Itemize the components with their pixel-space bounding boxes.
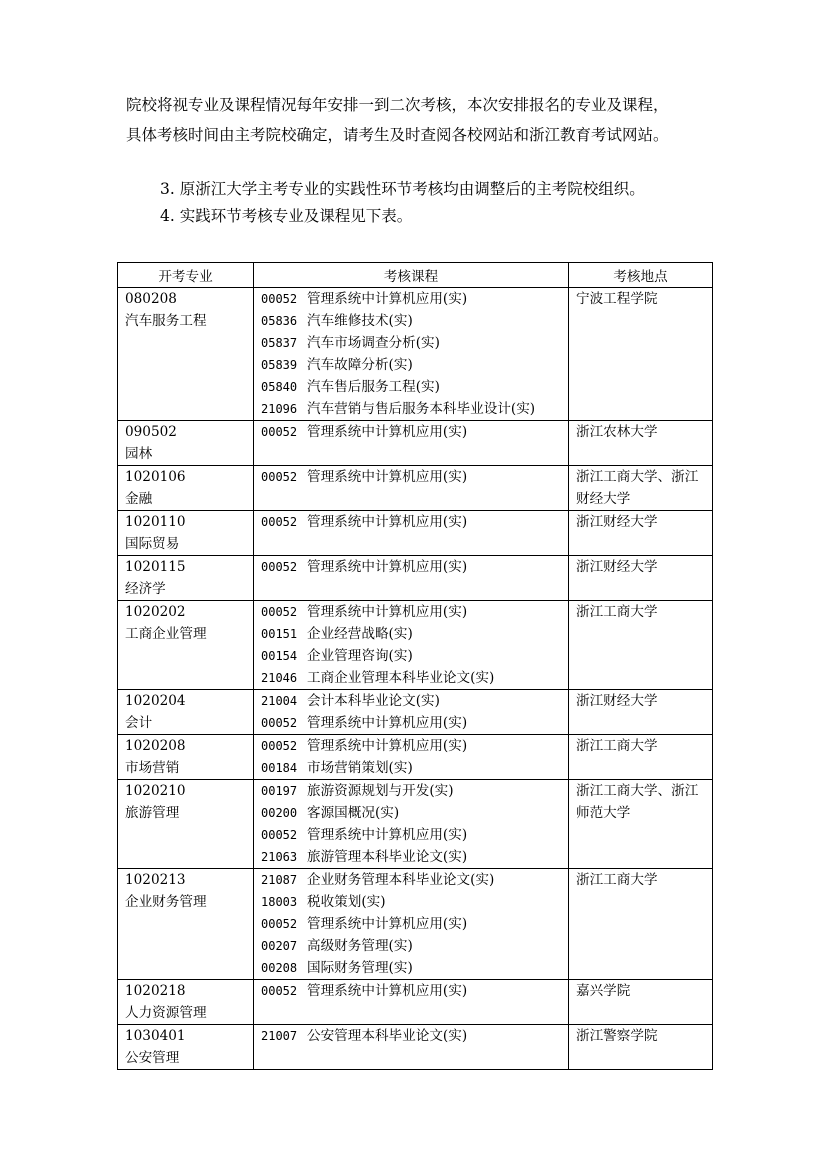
location-cell — [569, 511, 713, 556]
course-line — [261, 1025, 562, 1047]
location-text: 浙江工商大学 — [576, 738, 658, 754]
location-cell — [569, 421, 713, 466]
course-name: 市场营销策划(实) — [307, 760, 413, 776]
course-name: 企业管理咨询(实) — [307, 648, 413, 664]
course-code: 00052 — [261, 292, 298, 306]
major-name: 汽车服务工程 — [125, 313, 207, 329]
location-cell — [569, 735, 713, 780]
course-line — [261, 869, 562, 891]
course-code: 00154 — [261, 649, 298, 663]
major-name: 旅游管理 — [125, 805, 180, 821]
course-code: 05837 — [261, 336, 298, 350]
course-name: 管理系统中计算机应用(实) — [307, 291, 468, 307]
location-text: 浙江农林大学 — [576, 424, 658, 440]
course-cell — [254, 780, 569, 869]
course-code: 00197 — [261, 784, 298, 798]
major-cell — [118, 511, 254, 556]
course-line — [261, 913, 562, 935]
list-item-4: 4. 实践环节考核专业及课程见下表。 — [160, 207, 413, 225]
course-name: 汽车售后服务工程(实) — [307, 379, 440, 395]
course-code: 00200 — [261, 806, 298, 820]
major-cell — [118, 288, 254, 421]
course-cell — [254, 511, 569, 556]
location-cell — [569, 690, 713, 735]
table-row — [118, 869, 713, 980]
location-cell — [569, 780, 713, 869]
location-text: 宁波工程学院 — [576, 291, 658, 307]
course-name: 会计本科毕业论文(实) — [307, 693, 440, 709]
major-cell — [118, 601, 254, 690]
course-code: 21063 — [261, 850, 298, 864]
major-cell — [118, 421, 254, 466]
major-cell — [118, 556, 254, 601]
list-item-3: 3. 原浙江大学主考专业的实践性环节考核均由调整后的主考院校组织。 — [160, 180, 645, 198]
header-course: 考核课程 — [254, 263, 569, 288]
course-line — [261, 288, 562, 310]
location-text: 浙江工商大学 — [576, 872, 658, 888]
course-name: 企业财务管理本科毕业论文(实) — [307, 872, 495, 888]
course-cell — [254, 690, 569, 735]
course-line — [261, 376, 562, 398]
table-row — [118, 511, 713, 556]
course-code: 18003 — [261, 895, 298, 909]
course-code: 00052 — [261, 716, 298, 730]
location-cell — [569, 601, 713, 690]
location-text: 浙江财经大学 — [576, 693, 658, 709]
course-line — [261, 980, 562, 1002]
major-code: 1020204 — [125, 693, 186, 709]
table-row — [118, 556, 713, 601]
major-name: 市场营销 — [125, 760, 180, 776]
exam-table — [117, 262, 713, 1070]
major-cell — [118, 780, 254, 869]
course-code: 00184 — [261, 761, 298, 775]
course-name: 管理系统中计算机应用(实) — [307, 983, 468, 999]
location-text: 浙江财经大学 — [576, 559, 658, 575]
major-cell — [118, 869, 254, 980]
course-line — [261, 601, 562, 623]
location-text: 浙江工商大学、浙江师范大学 — [576, 783, 699, 821]
major-name: 公安管理 — [125, 1050, 180, 1066]
table-row — [118, 601, 713, 690]
course-line — [261, 354, 562, 376]
course-cell — [254, 1025, 569, 1070]
course-line — [261, 623, 562, 645]
intro-line-2: 具体考核时间由主考院校确定，请考生及时查阅各校网站和浙江教育考试网站。 — [126, 126, 669, 144]
table-row — [118, 690, 713, 735]
course-cell — [254, 288, 569, 421]
major-name: 金融 — [125, 491, 153, 507]
header-location: 考核地点 — [569, 263, 713, 288]
major-name: 企业财务管理 — [125, 894, 207, 910]
course-name: 高级财务管理(实) — [307, 938, 413, 954]
course-line — [261, 757, 562, 779]
major-code: 1020115 — [125, 559, 186, 575]
course-code: 00052 — [261, 425, 298, 439]
course-line — [261, 935, 562, 957]
course-name: 管理系统中计算机应用(实) — [307, 916, 468, 932]
course-code: 21096 — [261, 402, 298, 416]
course-line — [261, 421, 562, 443]
course-line — [261, 310, 562, 332]
course-code: 21007 — [261, 1029, 298, 1043]
course-code: 21004 — [261, 694, 298, 708]
course-line — [261, 398, 562, 420]
table-body — [118, 288, 713, 1070]
major-code: 090502 — [125, 424, 177, 440]
major-name: 园林 — [125, 446, 153, 462]
course-code: 05840 — [261, 380, 298, 394]
course-name: 汽车营销与售后服务本科毕业设计(实) — [307, 401, 536, 417]
course-name: 汽车故障分析(实) — [307, 357, 413, 373]
course-name: 管理系统中计算机应用(实) — [307, 469, 468, 485]
location-text: 浙江警察学院 — [576, 1028, 658, 1044]
table-row — [118, 466, 713, 511]
major-cell — [118, 1025, 254, 1070]
course-line — [261, 957, 562, 979]
course-name: 国际财务管理(实) — [307, 960, 413, 976]
course-name: 汽车市场调查分析(实) — [307, 335, 440, 351]
major-code: 1020208 — [125, 738, 186, 754]
course-code: 05839 — [261, 358, 298, 372]
table-row — [118, 735, 713, 780]
location-cell — [569, 288, 713, 421]
course-name: 管理系统中计算机应用(实) — [307, 559, 468, 575]
intro-line-1: 院校将视专业及课程情况每年安排一到二次考核，本次安排报名的专业及课程， — [126, 96, 669, 114]
course-code: 21087 — [261, 873, 298, 887]
course-name: 汽车维修技术(实) — [307, 313, 413, 329]
course-line — [261, 645, 562, 667]
major-cell — [118, 980, 254, 1025]
major-cell — [118, 690, 254, 735]
table-row — [118, 288, 713, 421]
course-code: 00151 — [261, 627, 298, 641]
course-line — [261, 690, 562, 712]
location-cell — [569, 556, 713, 601]
location-cell — [569, 869, 713, 980]
course-cell — [254, 735, 569, 780]
course-line — [261, 846, 562, 868]
major-code: 1020218 — [125, 983, 186, 999]
location-text: 浙江工商大学、浙江财经大学 — [576, 469, 699, 507]
course-code: 00052 — [261, 515, 298, 529]
course-name: 管理系统中计算机应用(实) — [307, 738, 468, 754]
course-line — [261, 466, 562, 488]
location-text: 浙江财经大学 — [576, 514, 658, 530]
course-name: 管理系统中计算机应用(实) — [307, 827, 468, 843]
course-line — [261, 556, 562, 578]
location-text: 嘉兴学院 — [576, 983, 631, 999]
major-code: 1020213 — [125, 872, 186, 888]
table-row — [118, 980, 713, 1025]
course-cell — [254, 556, 569, 601]
course-code: 00052 — [261, 828, 298, 842]
course-name: 管理系统中计算机应用(实) — [307, 604, 468, 620]
course-name: 管理系统中计算机应用(实) — [307, 424, 468, 440]
major-name: 工商企业管理 — [125, 626, 207, 642]
course-line — [261, 802, 562, 824]
course-code: 00207 — [261, 939, 298, 953]
course-code: 05836 — [261, 314, 298, 328]
table-header-row — [118, 263, 713, 288]
major-code: 080208 — [125, 291, 177, 307]
course-name: 旅游管理本科毕业论文(实) — [307, 849, 468, 865]
course-line — [261, 891, 562, 913]
course-code: 00052 — [261, 605, 298, 619]
major-code: 1020106 — [125, 469, 186, 485]
major-cell — [118, 735, 254, 780]
course-cell — [254, 601, 569, 690]
location-cell — [569, 466, 713, 511]
course-line — [261, 780, 562, 802]
major-cell — [118, 466, 254, 511]
location-cell — [569, 1025, 713, 1070]
course-name: 企业经营战略(实) — [307, 626, 413, 642]
major-code: 1020210 — [125, 783, 186, 799]
course-code: 00052 — [261, 984, 298, 998]
table-row — [118, 780, 713, 869]
course-name: 工商企业管理本科毕业论文(实) — [307, 670, 495, 686]
course-line — [261, 712, 562, 734]
course-code: 00052 — [261, 560, 298, 574]
course-cell — [254, 980, 569, 1025]
location-text: 浙江工商大学 — [576, 604, 658, 620]
course-line — [261, 511, 562, 533]
course-name: 客源国概况(实) — [307, 805, 400, 821]
table-row — [118, 1025, 713, 1070]
course-name: 旅游资源规划与开发(实) — [307, 783, 454, 799]
course-name: 管理系统中计算机应用(实) — [307, 715, 468, 731]
course-line — [261, 667, 562, 689]
course-line — [261, 735, 562, 757]
course-line — [261, 332, 562, 354]
course-code: 21046 — [261, 671, 298, 685]
course-name: 管理系统中计算机应用(实) — [307, 514, 468, 530]
course-code: 00052 — [261, 917, 298, 931]
header-major: 开考专业 — [118, 263, 254, 288]
course-name: 公安管理本科毕业论文(实) — [307, 1028, 468, 1044]
major-name: 人力资源管理 — [125, 1005, 207, 1021]
course-code: 00208 — [261, 961, 298, 975]
course-line — [261, 824, 562, 846]
course-code: 00052 — [261, 739, 298, 753]
major-code: 1030401 — [125, 1028, 186, 1044]
table-row — [118, 421, 713, 466]
location-cell — [569, 980, 713, 1025]
major-code: 1020110 — [125, 514, 186, 530]
course-cell — [254, 421, 569, 466]
major-code: 1020202 — [125, 604, 186, 620]
course-name: 税收策划(实) — [307, 894, 386, 910]
major-name: 国际贸易 — [125, 536, 180, 552]
course-cell — [254, 466, 569, 511]
major-name: 会计 — [125, 715, 153, 731]
major-name: 经济学 — [125, 581, 166, 597]
course-code: 00052 — [261, 470, 298, 484]
course-cell — [254, 869, 569, 980]
